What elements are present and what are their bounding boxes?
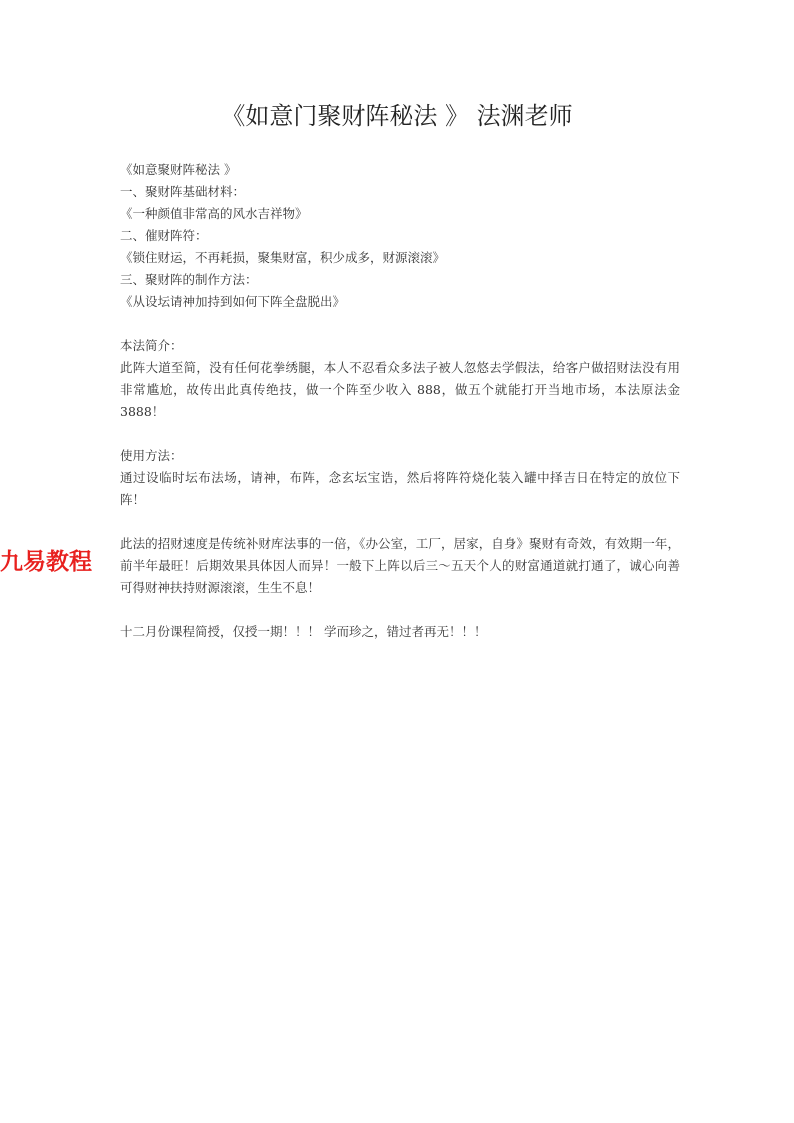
watermark-logo: 九易教程 bbox=[0, 549, 92, 575]
effect-paragraph: 此法的招财速度是传统补财库法事的一倍，《办公室，工厂，居家，自身》聚财有奇效，有效期一年，前半年最旺！后期效果具体因人而异！一般下上阵以后三～五天个人的财富通道就打通了，诚心向善可得财神扶持财源滚滚，生生不息！ bbox=[120, 536, 680, 595]
document-line: 《一种颜值非常高的风水吉祥物》 bbox=[120, 206, 308, 221]
document-line: 一、聚财阵基础材料： bbox=[120, 184, 246, 199]
paragraph-gap bbox=[120, 423, 680, 445]
intro-paragraph: 此阵大道至简，没有任何花拳绣腿，本人不忍看众多法子被人忽悠去学假法，给客户做招财法没有用非常尴尬，故传出此真传绝技，做一个阵至少收入 888，做五个就能打开当地市场，本法原法金 3888！ bbox=[120, 360, 680, 419]
document-line: 二、催财阵符： bbox=[120, 228, 208, 243]
document-body bbox=[120, 159, 680, 643]
document-line: 《如意聚财阵秘法 》 bbox=[120, 162, 237, 177]
paragraph-gap bbox=[120, 313, 680, 335]
usage-paragraph: 通过设临时坛布法场，请神，布阵，念玄坛宝诰，然后将阵符烧化装入罐中择吉日在特定的放位下阵！ bbox=[120, 470, 680, 507]
usage-heading: 使用方法： bbox=[120, 448, 183, 463]
closing-paragraph: 十二月份课程简授，仅授一期！！！ 学而珍之，错过者再无！！！ bbox=[120, 624, 487, 639]
document-line: 三、聚财阵的制作方法： bbox=[120, 272, 258, 287]
paragraph-gap bbox=[120, 599, 680, 621]
intro-heading: 本法简介： bbox=[120, 338, 183, 353]
document-line: 《从设坛请神加持到如何下阵全盘脱出》 bbox=[120, 294, 346, 309]
paragraph-gap bbox=[120, 511, 680, 533]
page-title: 《如意门聚财阵秘法 》 法渊老师 bbox=[221, 102, 573, 130]
document-line: 《锁住财运，不再耗损，聚集财富，积少成多，财源滚滚》 bbox=[120, 250, 446, 265]
